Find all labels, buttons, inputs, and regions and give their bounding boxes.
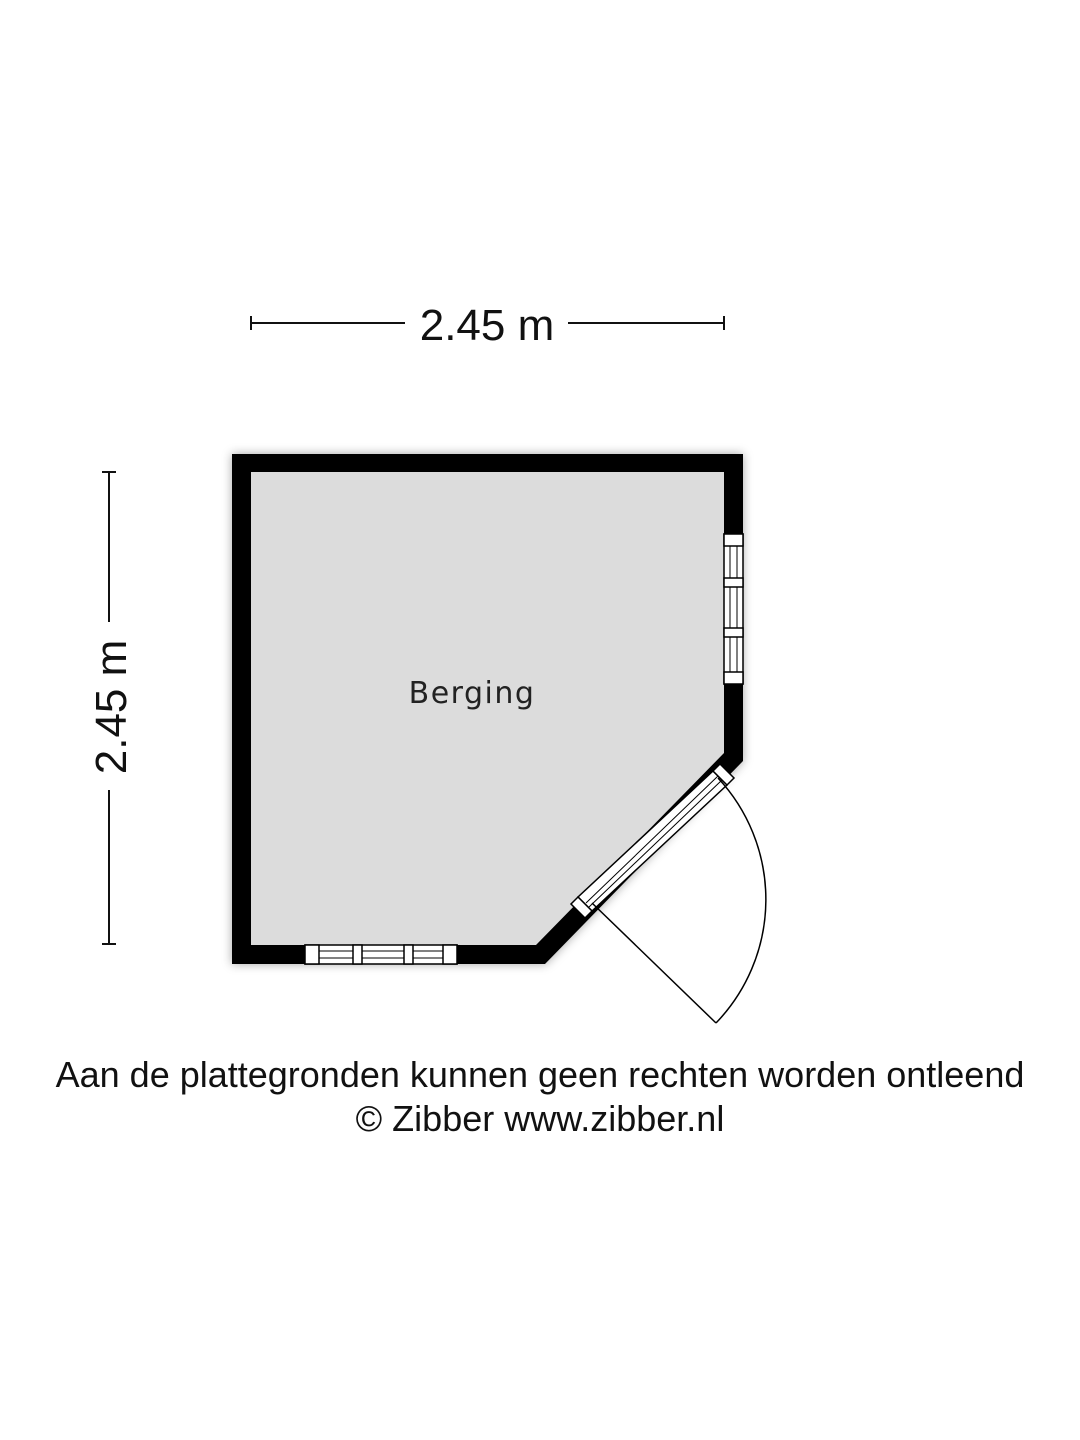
room-berging xyxy=(232,454,766,1023)
height-dimension-label: 2.45 m xyxy=(87,639,136,775)
disclaimer-text: Aan de plattegronden kunnen geen rechten worden ontleend xyxy=(55,1054,1025,1095)
door-leaf xyxy=(592,903,716,1023)
window-right xyxy=(724,534,743,684)
width-dimension-label: 2.45 m xyxy=(419,301,555,350)
height-dimension xyxy=(87,472,136,944)
copyright-text: © Zibber www.zibber.nl xyxy=(355,1098,725,1139)
room-label: Berging xyxy=(408,676,536,711)
door-swing-arc xyxy=(716,778,766,1023)
window-bottom xyxy=(305,945,457,964)
width-dimension xyxy=(251,301,724,350)
